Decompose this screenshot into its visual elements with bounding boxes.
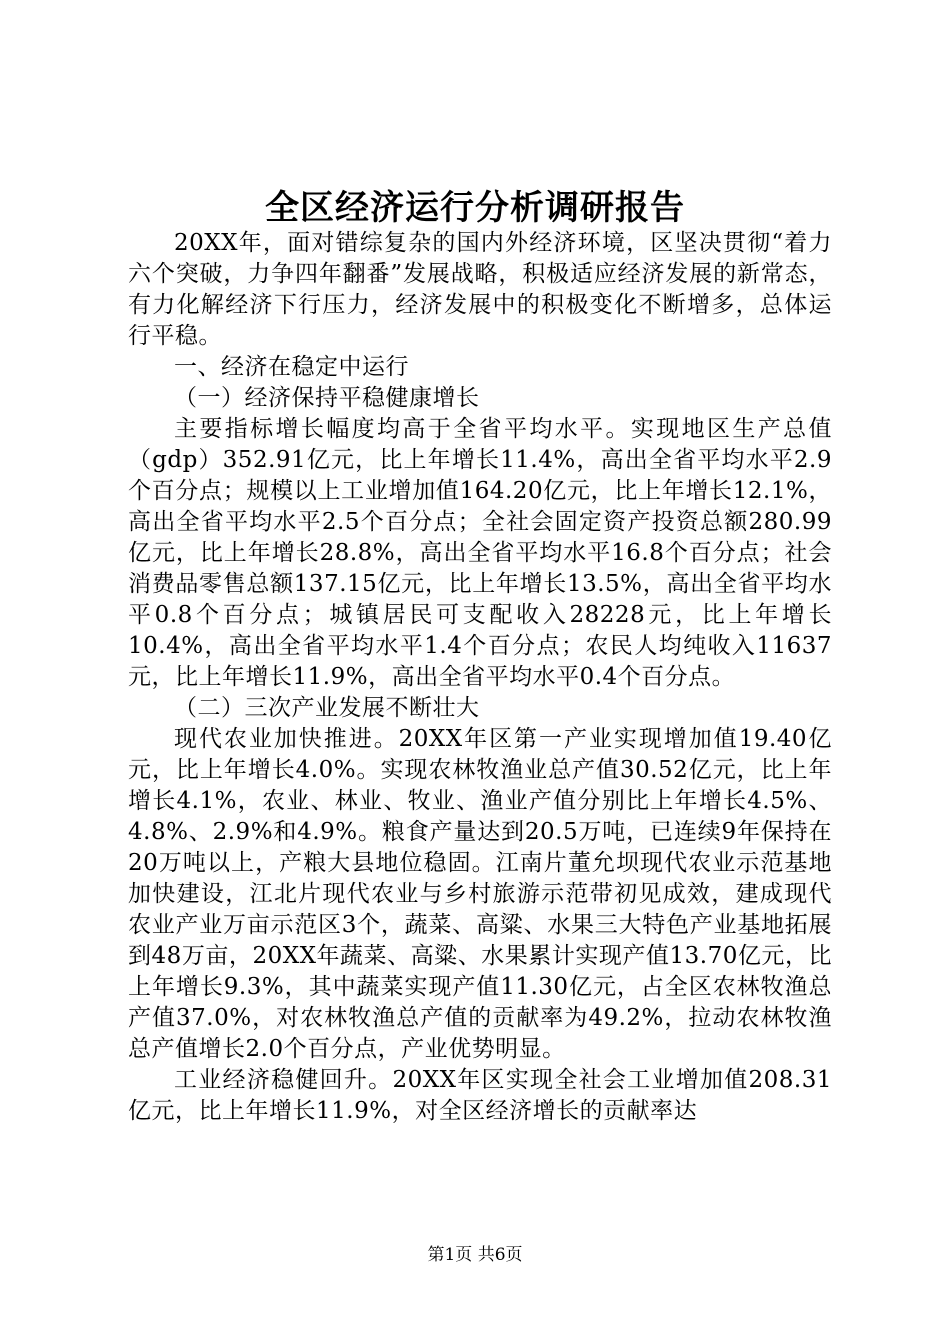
subsection-heading-2: （二）三次产业发展不断壮大 <box>174 695 480 721</box>
document-body <box>128 228 832 1127</box>
page-footer: 第1页 共6页 <box>427 1245 523 1265</box>
body-paragraph: 现代农业加快推进。20XX年区第一产业实现增加值19.40亿元，比上年增长4.0%。实现农林牧渔业总产值30.52亿元，比上年增长4.1%，农业、林业、牧业、渔业产值分别比上年增长4.5%、4.8%、2.9%和4.9%。粮食产量达到20.5万吨，已连续9年保持在20万吨以上，产粮大县地位稳固。江南片董允坝现代农业示范基地加快建设，江北片现代农业与乡村旅游示范带初见成效，建成现代农业产业万亩示范区3个，蔬菜、高粱、水果三大特色产业基地拓展到48万亩，20XX年蔬菜、高粱、水果累计实现产值13.70亿元，比上年增长9.3%，其中蔬菜实现产值11.30亿元，占全区农林牧渔总产值37.0%，对农林牧渔总产值的贡献率为49.2%，拉动农林牧渔总产值增长2.0个百分点，产业优势明显。 <box>128 726 832 1062</box>
page-title: 全区经济运行分析调研报告 <box>265 188 685 228</box>
body-paragraph: 主要指标增长幅度均高于全省平均水平。实现地区生产总值（gdp）352.91亿元，比上年增长11.4%，高出全省平均水平2.9个百分点；规模以上工业增加值164.20亿元，比上年增长12.1%，高出全省平均水平2.5个百分点；全社会固定资产投资总额280.99亿元，比上年增长28.8%，高出全省平均水平16.8个百分点；社会消费品零售总额137.15亿元，比上年增长13.5%，高出全省平均水平0.8个百分点；城镇居民可支配收入28228元，比上年增长10.4%，高出全省平均水平1.4个百分点；农民人均纯收入11637元，比上年增长11.9%，高出全省平均水平0.4个百分点。 <box>128 416 832 690</box>
intro-paragraph: 20XX年，面对错综复杂的国内外经济环境，区坚决贯彻“着力六个突破，力争四年翻番”发展战略，积极适应经济发展的新常态，有力化解经济下行压力，经济发展中的积极变化不断增多，总体运行平稳。 <box>128 230 832 349</box>
subsection-heading-1: （一）经济保持平稳健康增长 <box>174 385 480 411</box>
section-heading-1: 一、经济在稳定中运行 <box>174 354 409 380</box>
body-paragraph: 工业经济稳健回升。20XX年区实现全社会工业增加值208.31亿元，比上年增长11.9%，对全区经济增长的贡献率达 <box>128 1067 832 1124</box>
